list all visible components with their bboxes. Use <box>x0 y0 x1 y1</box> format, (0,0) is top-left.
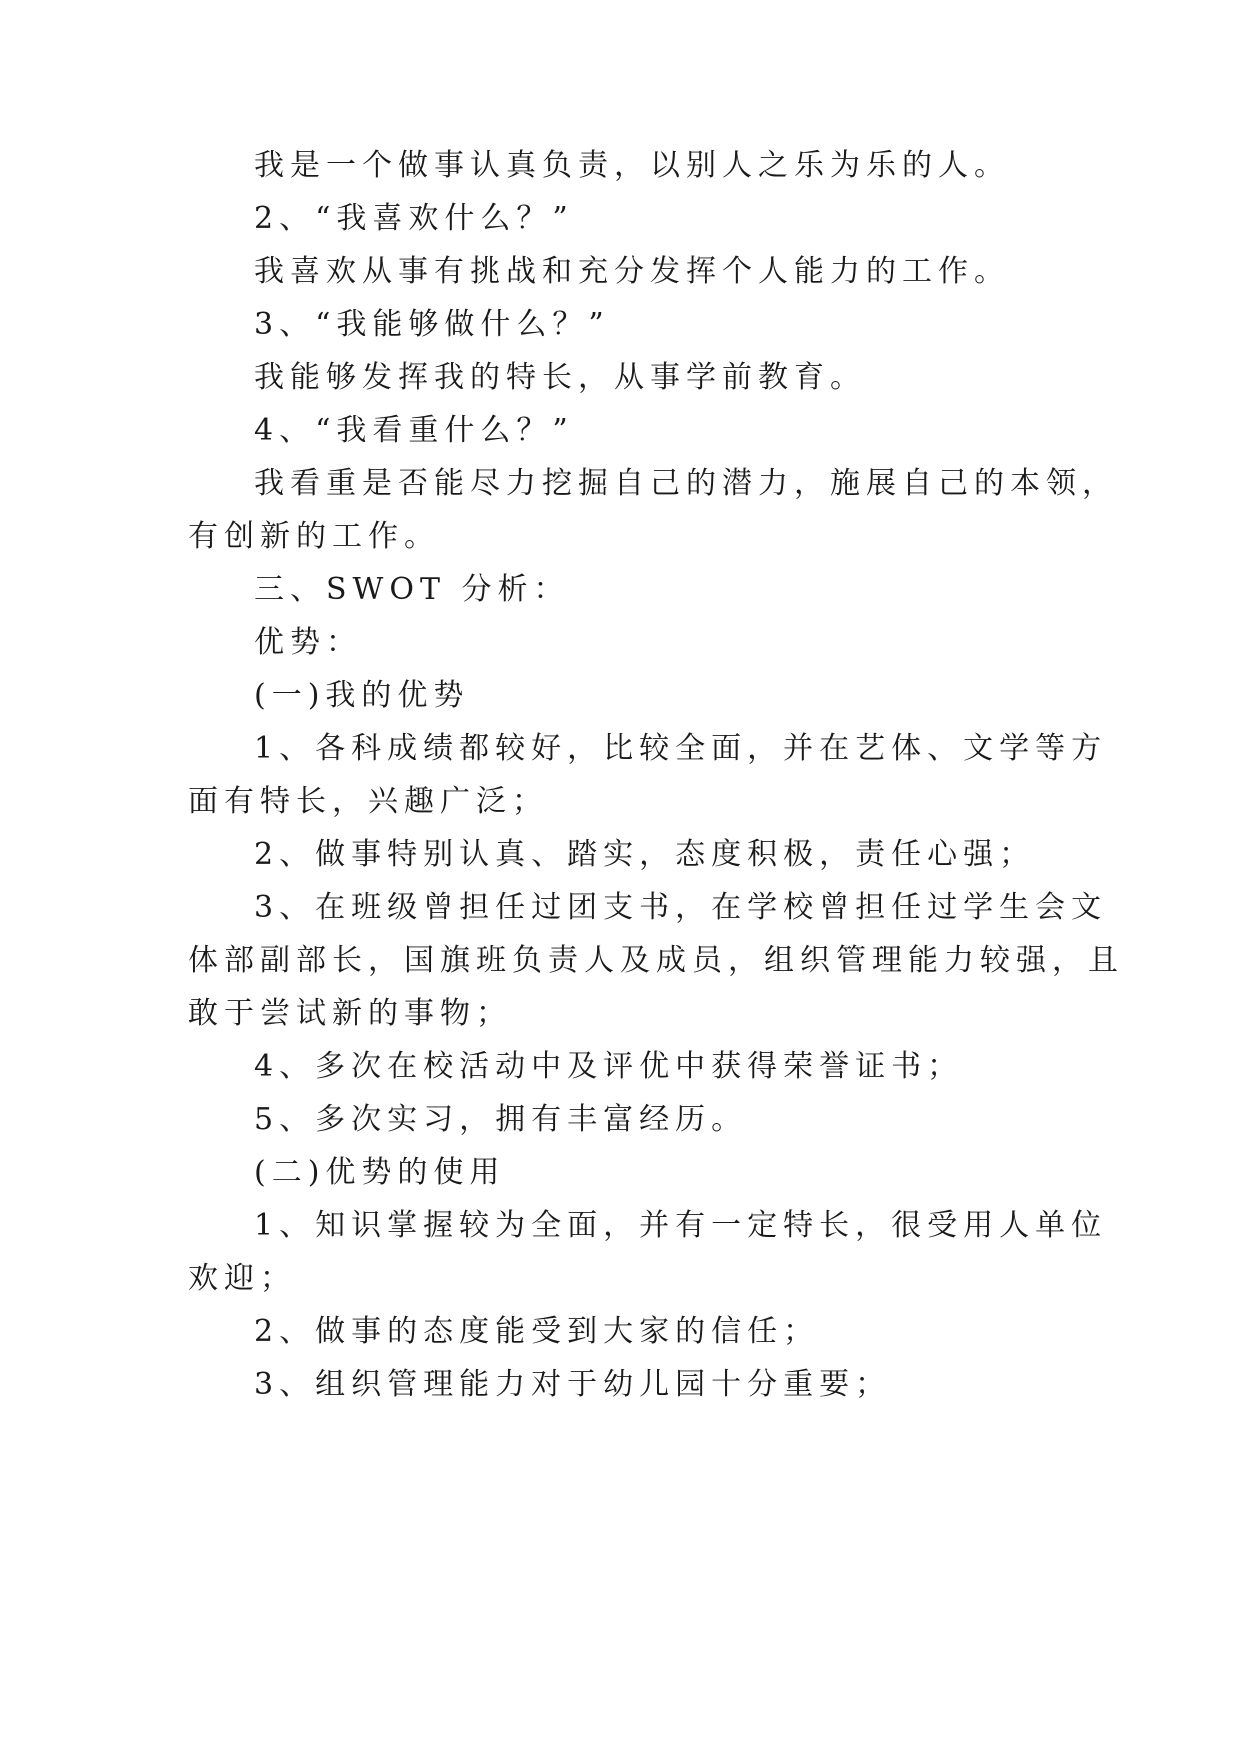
subsection-heading: (一)我的优势 <box>254 678 470 713</box>
paragraph-line: 3、组织管理能力对于幼儿园十分重要； <box>254 1367 892 1402</box>
paragraph-line: 敢于尝试新的事物； <box>188 996 512 1031</box>
paragraph-line: 4、多次在校活动中及评优中获得荣誉证书； <box>254 1049 964 1084</box>
paragraph-line: 优势： <box>254 625 362 660</box>
paragraph-line: 3、在班级曾担任过团支书，在学校曾担任过学生会文 <box>254 890 1108 925</box>
paragraph-line: 1、各科成绩都较好，比较全面，并在艺体、文学等方 <box>254 731 1108 766</box>
paragraph-line: 体部副部长，国旗班负责人及成员，组织管理能力较强，且 <box>188 943 1124 978</box>
paragraph-line: 2、做事特别认真、踏实，态度积极，责任心强； <box>254 837 1036 872</box>
paragraph-line: 我是一个做事认真负责，以别人之乐为乐的人。 <box>254 148 1010 183</box>
paragraph-line: 3、“我能够做什么？” <box>254 307 610 342</box>
paragraph-line: 2、“我喜欢什么？” <box>254 201 574 236</box>
paragraph-line: 我能够发挥我的特长，从事学前教育。 <box>254 360 866 395</box>
paragraph-line: 4、“我看重什么？” <box>254 413 574 448</box>
section-heading: 三、SWOT 分析： <box>254 572 570 607</box>
paragraph-line: 5、多次实习，拥有丰富经历。 <box>254 1102 748 1137</box>
paragraph-line: 我喜欢从事有挑战和充分发挥个人能力的工作。 <box>254 254 1010 289</box>
paragraph-line: 欢迎； <box>188 1261 296 1296</box>
paragraph-line: 面有特长，兴趣广泛； <box>188 784 548 819</box>
paragraph-line: 1、知识掌握较为全面，并有一定特长，很受用人单位 <box>254 1208 1108 1243</box>
paragraph-line: 2、做事的态度能受到大家的信任； <box>254 1314 820 1349</box>
subsection-heading: (二)优势的使用 <box>254 1155 506 1190</box>
paragraph-line: 我看重是否能尽力挖掘自己的潜力，施展自己的本领， <box>254 466 1118 501</box>
paragraph-line: 有创新的工作。 <box>188 519 440 554</box>
